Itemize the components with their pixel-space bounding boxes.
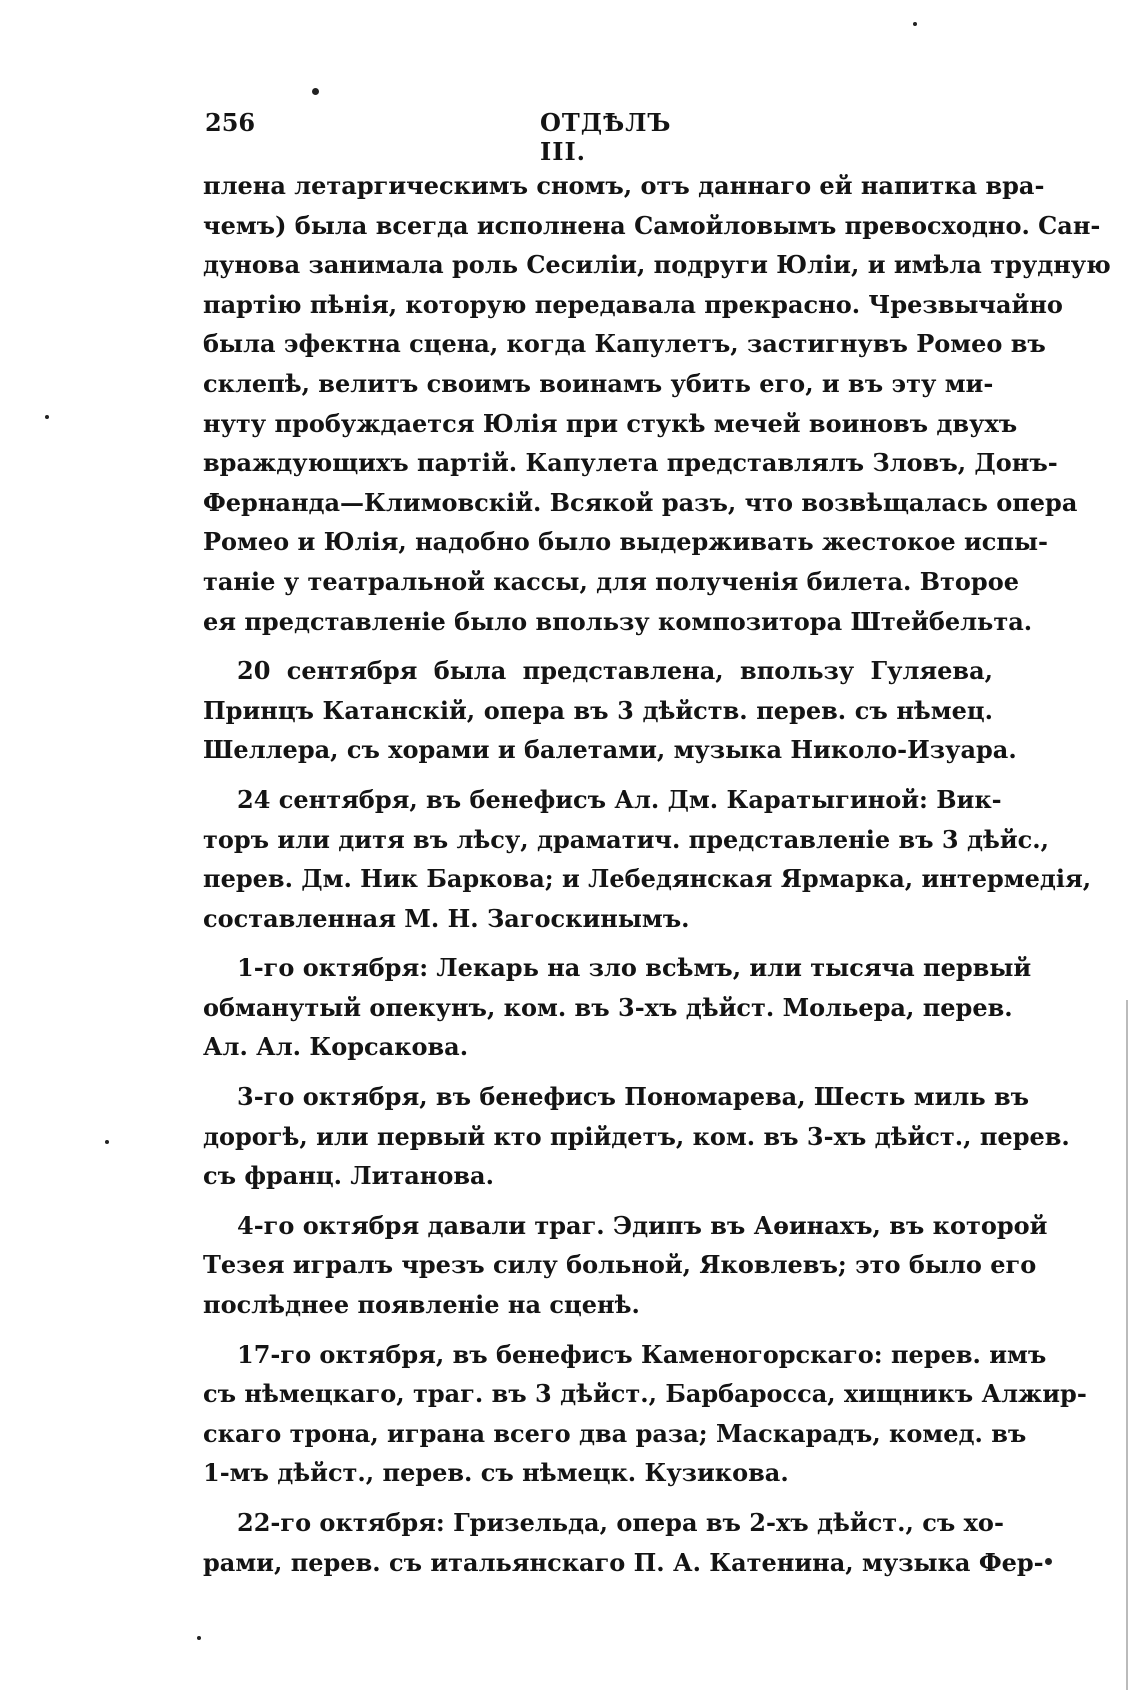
text-line: 22-го октября: Гризельда, опера въ 2-хъ дѣйст., съ хо- bbox=[237, 1508, 1004, 1537]
text-line: послѣднее появленіе на сценѣ. bbox=[203, 1290, 640, 1320]
scan-speck bbox=[1045, 1558, 1052, 1565]
scan-speck bbox=[45, 415, 49, 419]
text-line: дорогѣ, или первый кто прійдетъ, ком. въ 3-хъ дѣйст., перев. bbox=[203, 1121, 1070, 1151]
text-line: партію пѣнія, которую передавала прекрасно. Чрезвычайно bbox=[203, 289, 1063, 319]
text-line: съ нѣмецкаго, траг. въ 3 дѣйст., Барбаросса, хищникъ Алжир- bbox=[203, 1379, 1087, 1409]
paragraph-oct-17 bbox=[203, 1335, 1087, 1493]
text-line: обманутый опекунъ, ком. въ 3-хъ дѣйст. Мольера, перев. bbox=[203, 992, 1013, 1022]
paragraph-oct-3 bbox=[203, 1077, 1070, 1196]
text-line: 1-мъ дѣйст., перев. съ нѣмецк. Кузикова. bbox=[203, 1458, 789, 1488]
text-line: 3-го октября, въ бенефисъ Пономарева, Шесть миль въ bbox=[237, 1082, 1030, 1112]
text-line: Ал. Ал. Корсакова. bbox=[203, 1032, 469, 1062]
text-line: Шеллера, съ хорами и балетами, музыка Николо-Изуара. bbox=[203, 735, 1017, 765]
text-line: скаго трона, играна всего два раза; Маскарадъ, комед. въ bbox=[203, 1418, 1027, 1448]
text-line: таніе у театральной кассы, для полученія билета. Второе bbox=[203, 566, 1019, 596]
text-body bbox=[203, 166, 1111, 1592]
text-line: Фернанда—Климовскій. Всякой разъ, что возвѣщалась опера bbox=[203, 487, 1078, 517]
paragraph-continuation bbox=[203, 166, 1111, 641]
text-line: была эфектна сцена, когда Капулетъ, застигнувъ Ромео въ bbox=[203, 329, 1046, 359]
scan-speck bbox=[105, 1140, 109, 1144]
text-line: торъ или дитя въ лѣсу, драматич. представленіе въ 3 дѣйс., bbox=[203, 824, 1049, 854]
text-line: 17-го октября, въ бенефисъ Каменогорскаго: перев. имъ bbox=[237, 1339, 1047, 1369]
paragraph-oct-4 bbox=[203, 1206, 1048, 1325]
page-edge bbox=[1126, 1000, 1128, 1690]
text-line: 24 сентября, въ бенефисъ Ал. Дм. Каратыгиной: Вик- bbox=[237, 784, 1002, 814]
text-line: враждующихъ партій. Капулета представлялъ Зловъ, Донъ- bbox=[203, 448, 1058, 478]
scan-speck bbox=[312, 88, 319, 95]
text-line: 1-го октября: Лекарь на зло всѣмъ, или тысяча первый bbox=[237, 953, 1032, 983]
text-line: рами, перев. съ итальянскаго П. А. Катенина, музыка Фер- bbox=[203, 1547, 1044, 1577]
text-line: Ромео и Юлія, надобно было выдерживать жестокое испы- bbox=[203, 527, 1048, 557]
text-line: нуту пробуждается Юлія при стукѣ мечей воиновъ двухъ bbox=[203, 408, 1018, 438]
text-line: съ франц. Литанова. bbox=[203, 1161, 494, 1191]
section-title: ОТДѢЛЪ III. bbox=[540, 108, 672, 166]
text-line: дунова занимала роль Сесиліи, подруги Юліи, и имѣла трудную bbox=[203, 250, 1111, 280]
text-line: плена летаргическимъ сномъ, отъ даннаго ей напитка вра- bbox=[203, 171, 1045, 200]
text-line: Принцъ Катанскій, опера въ 3 дѣйств. перев. съ нѣмец. bbox=[203, 695, 993, 725]
text-line: перев. Дм. Ник Баркова; и Лебедянская Ярмарка, интермедія, bbox=[203, 864, 1092, 894]
text-line: составленная М. Н. Загоскинымъ. bbox=[203, 903, 690, 933]
text-line: чемъ) была всегда исполнена Самойловымъ превосходно. Сан- bbox=[203, 210, 1101, 240]
text-line: ея представленіе было впользу композитора Штейбельта. bbox=[203, 606, 1033, 636]
paragraph-sep-20 bbox=[203, 651, 1017, 770]
scan-speck bbox=[913, 22, 917, 26]
paragraph-sep-24 bbox=[203, 780, 1092, 938]
text-line: 20 сентября была представлена, впользу Гуляева, bbox=[237, 656, 993, 686]
text-line: склепѣ, велитъ своимъ воинамъ убить его, и въ эту ми- bbox=[203, 368, 994, 398]
text-line: 4-го октября давали траг. Эдипъ въ Аѳинахъ, въ которой bbox=[237, 1210, 1048, 1240]
page-number: 256 bbox=[205, 108, 256, 137]
scan-speck bbox=[197, 1636, 201, 1640]
paragraph-oct-22 bbox=[203, 1503, 1044, 1582]
page-header bbox=[205, 108, 720, 166]
paragraph-oct-1 bbox=[203, 948, 1032, 1067]
text-line: Тезея игралъ чрезъ силу больной, Яковлевъ; это было его bbox=[203, 1250, 1037, 1280]
